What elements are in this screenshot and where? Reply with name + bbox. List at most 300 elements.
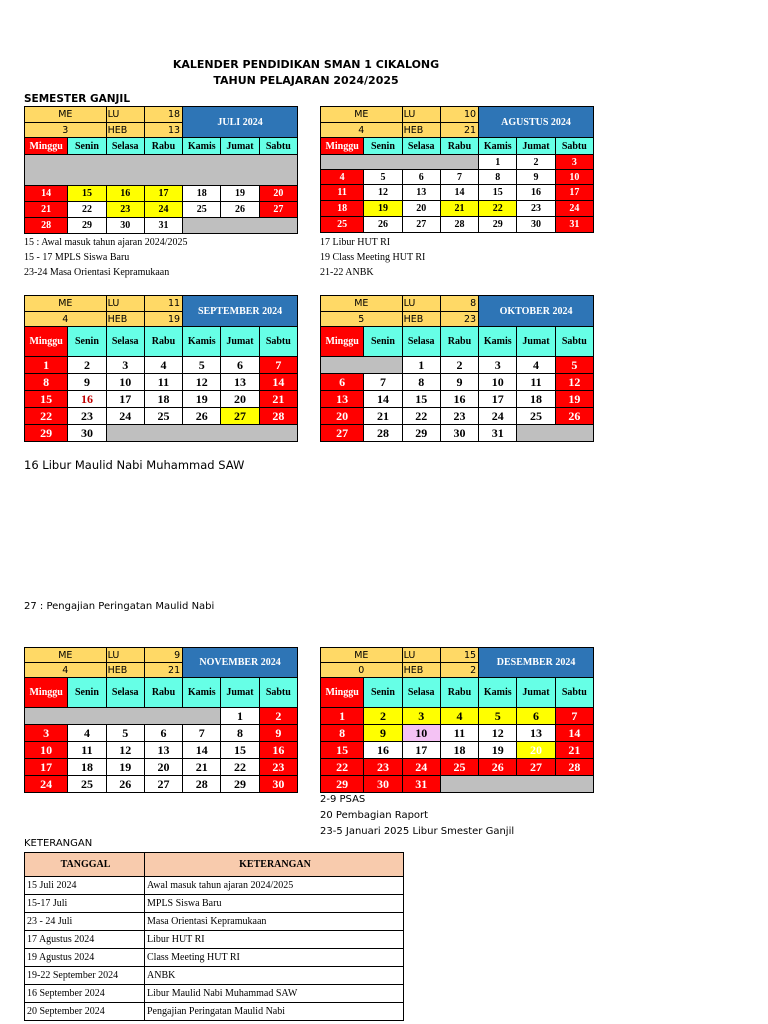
calendar-agustus: [320, 106, 594, 233]
day-cell: 21: [259, 391, 297, 408]
lu-label: LU: [402, 648, 440, 663]
heb-value: 19: [144, 312, 182, 327]
day-cell: 27: [221, 408, 259, 425]
day-cell: 25: [183, 202, 221, 218]
lu-value: 8: [440, 296, 478, 312]
day-cell: 28: [259, 408, 297, 425]
day-cell: 17: [479, 391, 517, 408]
day-cell: 15: [25, 391, 68, 408]
day-cell: 1: [321, 708, 364, 725]
desember-note: 2-9 PSAS: [320, 794, 366, 805]
day-header-selasa: Selasa: [402, 678, 440, 708]
day-cell: 25: [144, 408, 182, 425]
day-cell: 21: [555, 742, 593, 759]
day-cell: 17: [402, 742, 440, 759]
table-row: [25, 895, 404, 913]
day-cell: 30: [517, 217, 555, 233]
day-header-senin: Senin: [364, 327, 402, 357]
col-header-keterangan: KETERANGAN: [145, 853, 404, 877]
day-cell: 4: [68, 725, 106, 742]
day-cell: 26: [555, 408, 593, 425]
day-cell: 18: [517, 391, 555, 408]
keterangan-cell: Masa Orientasi Kepramukaan: [145, 913, 404, 931]
day-cell: 26: [479, 759, 517, 776]
tanggal-cell: 19 Agustus 2024: [25, 949, 145, 967]
day-cell: 25: [517, 408, 555, 425]
day-header-senin: Senin: [364, 138, 402, 155]
me-value: 4: [25, 312, 107, 327]
day-cell: 4: [517, 357, 555, 374]
day-cell: 28: [440, 217, 478, 233]
day-cell: 22: [221, 759, 259, 776]
day-header-rabu: Rabu: [440, 138, 478, 155]
day-cell: 8: [402, 374, 440, 391]
me-label: ME: [321, 107, 403, 123]
day-cell: 7: [555, 708, 593, 725]
day-cell: 29: [479, 217, 517, 233]
day-cell: 15: [402, 391, 440, 408]
day-header-sabtu: Sabtu: [259, 138, 297, 155]
day-header-sabtu: Sabtu: [555, 138, 593, 155]
day-header-minggu: Minggu: [25, 678, 68, 708]
day-cell: 23: [440, 408, 478, 425]
day-cell: 5: [364, 170, 402, 185]
calendar-oktober: [320, 295, 594, 442]
day-cell: 12: [183, 374, 221, 391]
calendar-desember: [320, 647, 594, 793]
day-cell: 15: [479, 185, 517, 201]
day-cell: 30: [68, 425, 106, 442]
keterangan-cell: Awal masuk tahun ajaran 2024/2025: [145, 877, 404, 895]
day-header-selasa: Selasa: [106, 327, 144, 357]
lu-label: LU: [402, 107, 440, 123]
day-cell: 23: [364, 759, 402, 776]
day-cell: 19: [364, 201, 402, 217]
day-header-minggu: Minggu: [321, 138, 364, 155]
day-cell: 30: [440, 425, 478, 442]
day-cell: 3: [555, 155, 593, 170]
day-cell: 28: [364, 425, 402, 442]
day-cell: 20: [259, 186, 297, 202]
day-cell: 13: [221, 374, 259, 391]
calendar-november: [24, 647, 298, 793]
page-subtitle: TAHUN PELAJARAN 2024/2025: [213, 74, 399, 87]
day-cell: 19: [183, 391, 221, 408]
day-cell: 10: [402, 725, 440, 742]
day-cell: 23: [517, 201, 555, 217]
col-header-tanggal: TANGGAL: [25, 853, 145, 877]
lu-value: 11: [144, 296, 182, 312]
me-value: 4: [321, 123, 403, 138]
day-header-senin: Senin: [68, 678, 106, 708]
day-cell: 6: [221, 357, 259, 374]
day-header-selasa: Selasa: [106, 678, 144, 708]
day-cell: 4: [440, 708, 478, 725]
keterangan-cell: Class Meeting HUT RI: [145, 949, 404, 967]
day-header-kamis: Kamis: [183, 327, 221, 357]
month-title: JULI 2024: [183, 107, 298, 138]
day-cell: 17: [144, 186, 182, 202]
day-cell: 13: [402, 185, 440, 201]
day-cell: 2: [259, 708, 297, 725]
empty-cell: [106, 425, 297, 442]
me-label: ME: [321, 648, 403, 663]
day-cell: 15: [68, 186, 106, 202]
day-cell: 8: [25, 374, 68, 391]
agustus-notes: [320, 235, 425, 280]
day-cell: 22: [68, 202, 106, 218]
table-row: [25, 913, 404, 931]
day-cell: 5: [106, 725, 144, 742]
day-header-selasa: Selasa: [402, 138, 440, 155]
table-row: [25, 967, 404, 985]
lu-value: 9: [144, 648, 182, 663]
day-cell: 12: [364, 185, 402, 201]
day-cell: 11: [144, 374, 182, 391]
day-cell: 1: [479, 155, 517, 170]
day-cell: 19: [555, 391, 593, 408]
day-cell: 28: [25, 218, 68, 234]
day-cell: 21: [440, 201, 478, 217]
day-cell: 24: [25, 776, 68, 793]
heb-value: 21: [440, 123, 478, 138]
day-header-senin: Senin: [68, 138, 106, 155]
lu-label: LU: [402, 296, 440, 312]
day-cell: 7: [259, 357, 297, 374]
lu-value: 10: [440, 107, 478, 123]
table-row: [25, 877, 404, 895]
day-cell: 12: [555, 374, 593, 391]
agustus-note: 21-22 ANBK: [320, 267, 374, 278]
day-cell: 3: [106, 357, 144, 374]
heb-label: HEB: [402, 312, 440, 327]
day-cell: 27: [259, 202, 297, 218]
day-cell: 20: [321, 408, 364, 425]
day-header-rabu: Rabu: [144, 678, 182, 708]
day-header-kamis: Kamis: [183, 678, 221, 708]
day-cell: 2: [440, 357, 478, 374]
juli-note: 23-24 Masa Orientasi Kepramukaan: [24, 267, 170, 278]
september-note: 16 Libur Maulid Nabi Muhammad SAW: [24, 458, 245, 472]
day-cell: 20: [517, 742, 555, 759]
day-cell: 26: [183, 408, 221, 425]
day-cell: 27: [144, 776, 182, 793]
juli-note: 15 - 17 MPLS Siswa Baru: [24, 252, 130, 263]
me-label: ME: [321, 296, 403, 312]
agustus-note: 17 Libur HUT RI: [320, 237, 391, 248]
tanggal-cell: 16 September 2024: [25, 985, 145, 1003]
day-cell: 4: [321, 170, 364, 185]
day-cell: 12: [106, 742, 144, 759]
day-cell: 13: [517, 725, 555, 742]
day-header-jumat: Jumat: [221, 138, 259, 155]
me-label: ME: [25, 648, 107, 663]
day-cell: 16: [364, 742, 402, 759]
day-cell: 1: [25, 357, 68, 374]
day-cell: 25: [68, 776, 106, 793]
day-cell: 9: [68, 374, 106, 391]
day-cell: 6: [402, 170, 440, 185]
day-cell: 11: [517, 374, 555, 391]
me-label: ME: [25, 296, 107, 312]
day-cell: 14: [364, 391, 402, 408]
table-row: [25, 985, 404, 1003]
day-cell: 24: [402, 759, 440, 776]
day-cell: 21: [364, 408, 402, 425]
desember-note: 23-5 Januari 2025 Libur Smester Ganjil: [320, 826, 515, 837]
day-cell: 14: [25, 186, 68, 202]
day-header-rabu: Rabu: [144, 327, 182, 357]
day-cell: 7: [364, 374, 402, 391]
day-cell: 9: [517, 170, 555, 185]
keterangan-cell: Pengajian Peringatan Maulid Nabi: [145, 1003, 404, 1021]
day-cell: 29: [402, 425, 440, 442]
day-cell: 8: [479, 170, 517, 185]
day-cell: 26: [221, 202, 259, 218]
day-cell: 19: [479, 742, 517, 759]
day-cell: 23: [259, 759, 297, 776]
day-cell: 10: [555, 170, 593, 185]
month-title: OKTOBER 2024: [479, 296, 594, 327]
day-cell: 13: [144, 742, 182, 759]
day-cell: 13: [321, 391, 364, 408]
day-cell: 16: [259, 742, 297, 759]
heb-value: 23: [440, 312, 478, 327]
day-cell: 27: [321, 425, 364, 442]
heb-label: HEB: [106, 663, 144, 678]
day-header-minggu: Minggu: [25, 138, 68, 155]
day-cell: 31: [144, 218, 182, 234]
month-title: SEPTEMBER 2024: [183, 296, 298, 327]
day-cell: 20: [144, 759, 182, 776]
heb-label: HEB: [106, 312, 144, 327]
day-cell: 24: [555, 201, 593, 217]
day-cell: 21: [25, 202, 68, 218]
month-title: NOVEMBER 2024: [183, 648, 298, 678]
day-cell: 3: [402, 708, 440, 725]
day-cell: 31: [555, 217, 593, 233]
day-cell: 6: [144, 725, 182, 742]
day-header-selasa: Selasa: [402, 327, 440, 357]
day-cell: 10: [479, 374, 517, 391]
day-cell: 20: [221, 391, 259, 408]
day-cell: 12: [479, 725, 517, 742]
day-cell: 2: [68, 357, 106, 374]
agustus-note: 19 Class Meeting HUT RI: [320, 252, 426, 263]
day-cell: 9: [259, 725, 297, 742]
day-header-kamis: Kamis: [479, 678, 517, 708]
day-cell: 1: [402, 357, 440, 374]
day-header-sabtu: Sabtu: [555, 327, 593, 357]
day-cell: 31: [402, 776, 440, 793]
day-header-kamis: Kamis: [479, 327, 517, 357]
day-cell: 11: [440, 725, 478, 742]
day-cell: 30: [259, 776, 297, 793]
me-value: 0: [321, 663, 403, 678]
empty-cell: [25, 155, 298, 186]
day-cell: 27: [517, 759, 555, 776]
day-cell: 19: [221, 186, 259, 202]
day-cell: 17: [555, 185, 593, 201]
day-cell: 11: [321, 185, 364, 201]
day-cell: 27: [402, 217, 440, 233]
empty-cell: [440, 776, 593, 793]
calendar-juli: [24, 106, 298, 234]
day-cell: 25: [440, 759, 478, 776]
day-header-sabtu: Sabtu: [555, 678, 593, 708]
table-row: [25, 1003, 404, 1021]
day-cell: 9: [440, 374, 478, 391]
day-cell: 2: [517, 155, 555, 170]
keterangan-cell: MPLS Siswa Baru: [145, 895, 404, 913]
juli-note: 15 : Awal masuk tahun ajaran 2024/2025: [24, 237, 188, 248]
keterangan-cell: Libur HUT RI: [145, 931, 404, 949]
day-header-rabu: Rabu: [440, 327, 478, 357]
day-header-sabtu: Sabtu: [259, 678, 297, 708]
day-cell: 24: [144, 202, 182, 218]
day-header-minggu: Minggu: [25, 327, 68, 357]
day-cell: 14: [259, 374, 297, 391]
tanggal-cell: 15-17 Juli: [25, 895, 145, 913]
day-header-minggu: Minggu: [321, 327, 364, 357]
maulid-note: 27 : Pengajian Peringatan Maulid Nabi: [24, 601, 215, 612]
day-header-senin: Senin: [68, 327, 106, 357]
day-cell: 4: [144, 357, 182, 374]
day-cell: 17: [106, 391, 144, 408]
heb-label: HEB: [106, 123, 144, 138]
day-header-jumat: Jumat: [517, 678, 555, 708]
day-header-senin: Senin: [364, 678, 402, 708]
day-cell: 29: [321, 776, 364, 793]
day-cell: 22: [321, 759, 364, 776]
day-header-jumat: Jumat: [221, 678, 259, 708]
semester-label: SEMESTER GANJIL: [24, 93, 131, 105]
day-header-selasa: Selasa: [106, 138, 144, 155]
empty-cell: [321, 357, 403, 374]
day-header-kamis: Kamis: [183, 138, 221, 155]
day-cell: 16: [68, 391, 106, 408]
day-cell: 17: [25, 759, 68, 776]
tanggal-cell: 15 Juli 2024: [25, 877, 145, 895]
lu-label: LU: [106, 648, 144, 663]
day-cell: 30: [364, 776, 402, 793]
heb-value: 13: [144, 123, 182, 138]
day-header-sabtu: Sabtu: [259, 327, 297, 357]
day-cell: 18: [144, 391, 182, 408]
day-cell: 6: [517, 708, 555, 725]
day-cell: 23: [106, 202, 144, 218]
day-cell: 7: [183, 725, 221, 742]
heb-value: 21: [144, 663, 182, 678]
day-header-jumat: Jumat: [517, 327, 555, 357]
day-cell: 8: [221, 725, 259, 742]
day-cell: 29: [25, 425, 68, 442]
lu-label: LU: [106, 107, 144, 123]
me-value: 5: [321, 312, 403, 327]
lu-label: LU: [106, 296, 144, 312]
empty-cell: [25, 708, 221, 725]
day-cell: 20: [402, 201, 440, 217]
day-cell: 5: [479, 708, 517, 725]
empty-cell: [321, 155, 479, 170]
tanggal-cell: 23 - 24 Juli: [25, 913, 145, 931]
day-cell: 22: [479, 201, 517, 217]
keterangan-label: KETERANGAN: [24, 838, 93, 849]
tanggal-cell: 19-22 September 2024: [25, 967, 145, 985]
day-cell: 18: [321, 201, 364, 217]
day-header-kamis: Kamis: [479, 138, 517, 155]
day-cell: 23: [68, 408, 106, 425]
desember-note: 20 Pembagian Raport: [320, 810, 429, 821]
day-cell: 2: [364, 708, 402, 725]
me-value: 4: [25, 663, 107, 678]
day-cell: 5: [183, 357, 221, 374]
keterangan-table: [24, 852, 404, 1021]
day-cell: 30: [106, 218, 144, 234]
day-cell: 15: [321, 742, 364, 759]
day-cell: 3: [479, 357, 517, 374]
heb-label: HEB: [402, 663, 440, 678]
day-cell: 19: [106, 759, 144, 776]
empty-cell: [517, 425, 594, 442]
month-title: AGUSTUS 2024: [479, 107, 594, 138]
day-cell: 28: [183, 776, 221, 793]
day-cell: 22: [25, 408, 68, 425]
day-cell: 26: [364, 217, 402, 233]
day-cell: 18: [68, 759, 106, 776]
day-cell: 10: [25, 742, 68, 759]
day-cell: 29: [68, 218, 106, 234]
day-cell: 11: [68, 742, 106, 759]
day-cell: 14: [440, 185, 478, 201]
day-cell: 16: [517, 185, 555, 201]
day-cell: 5: [555, 357, 593, 374]
tanggal-cell: 20 September 2024: [25, 1003, 145, 1021]
day-cell: 14: [555, 725, 593, 742]
day-cell: 9: [364, 725, 402, 742]
heb-value: 2: [440, 663, 478, 678]
day-header-jumat: Jumat: [517, 138, 555, 155]
day-cell: 29: [221, 776, 259, 793]
day-header-minggu: Minggu: [321, 678, 364, 708]
day-cell: 22: [402, 408, 440, 425]
lu-value: 15: [440, 648, 478, 663]
juli-notes: [24, 235, 188, 280]
day-cell: 15: [221, 742, 259, 759]
day-cell: 21: [183, 759, 221, 776]
day-cell: 18: [183, 186, 221, 202]
day-cell: 24: [106, 408, 144, 425]
day-cell: 24: [479, 408, 517, 425]
heb-label: HEB: [402, 123, 440, 138]
day-cell: 7: [440, 170, 478, 185]
me-value: 3: [25, 123, 107, 138]
lu-value: 18: [144, 107, 182, 123]
month-title: DESEMBER 2024: [479, 648, 594, 678]
day-header-jumat: Jumat: [221, 327, 259, 357]
day-cell: 14: [183, 742, 221, 759]
day-cell: 18: [440, 742, 478, 759]
day-header-rabu: Rabu: [440, 678, 478, 708]
day-cell: 26: [106, 776, 144, 793]
me-label: ME: [25, 107, 107, 123]
day-cell: 1: [221, 708, 259, 725]
day-cell: 16: [106, 186, 144, 202]
day-cell: 16: [440, 391, 478, 408]
desember-notes: [320, 792, 514, 840]
day-cell: 25: [321, 217, 364, 233]
day-cell: 10: [106, 374, 144, 391]
